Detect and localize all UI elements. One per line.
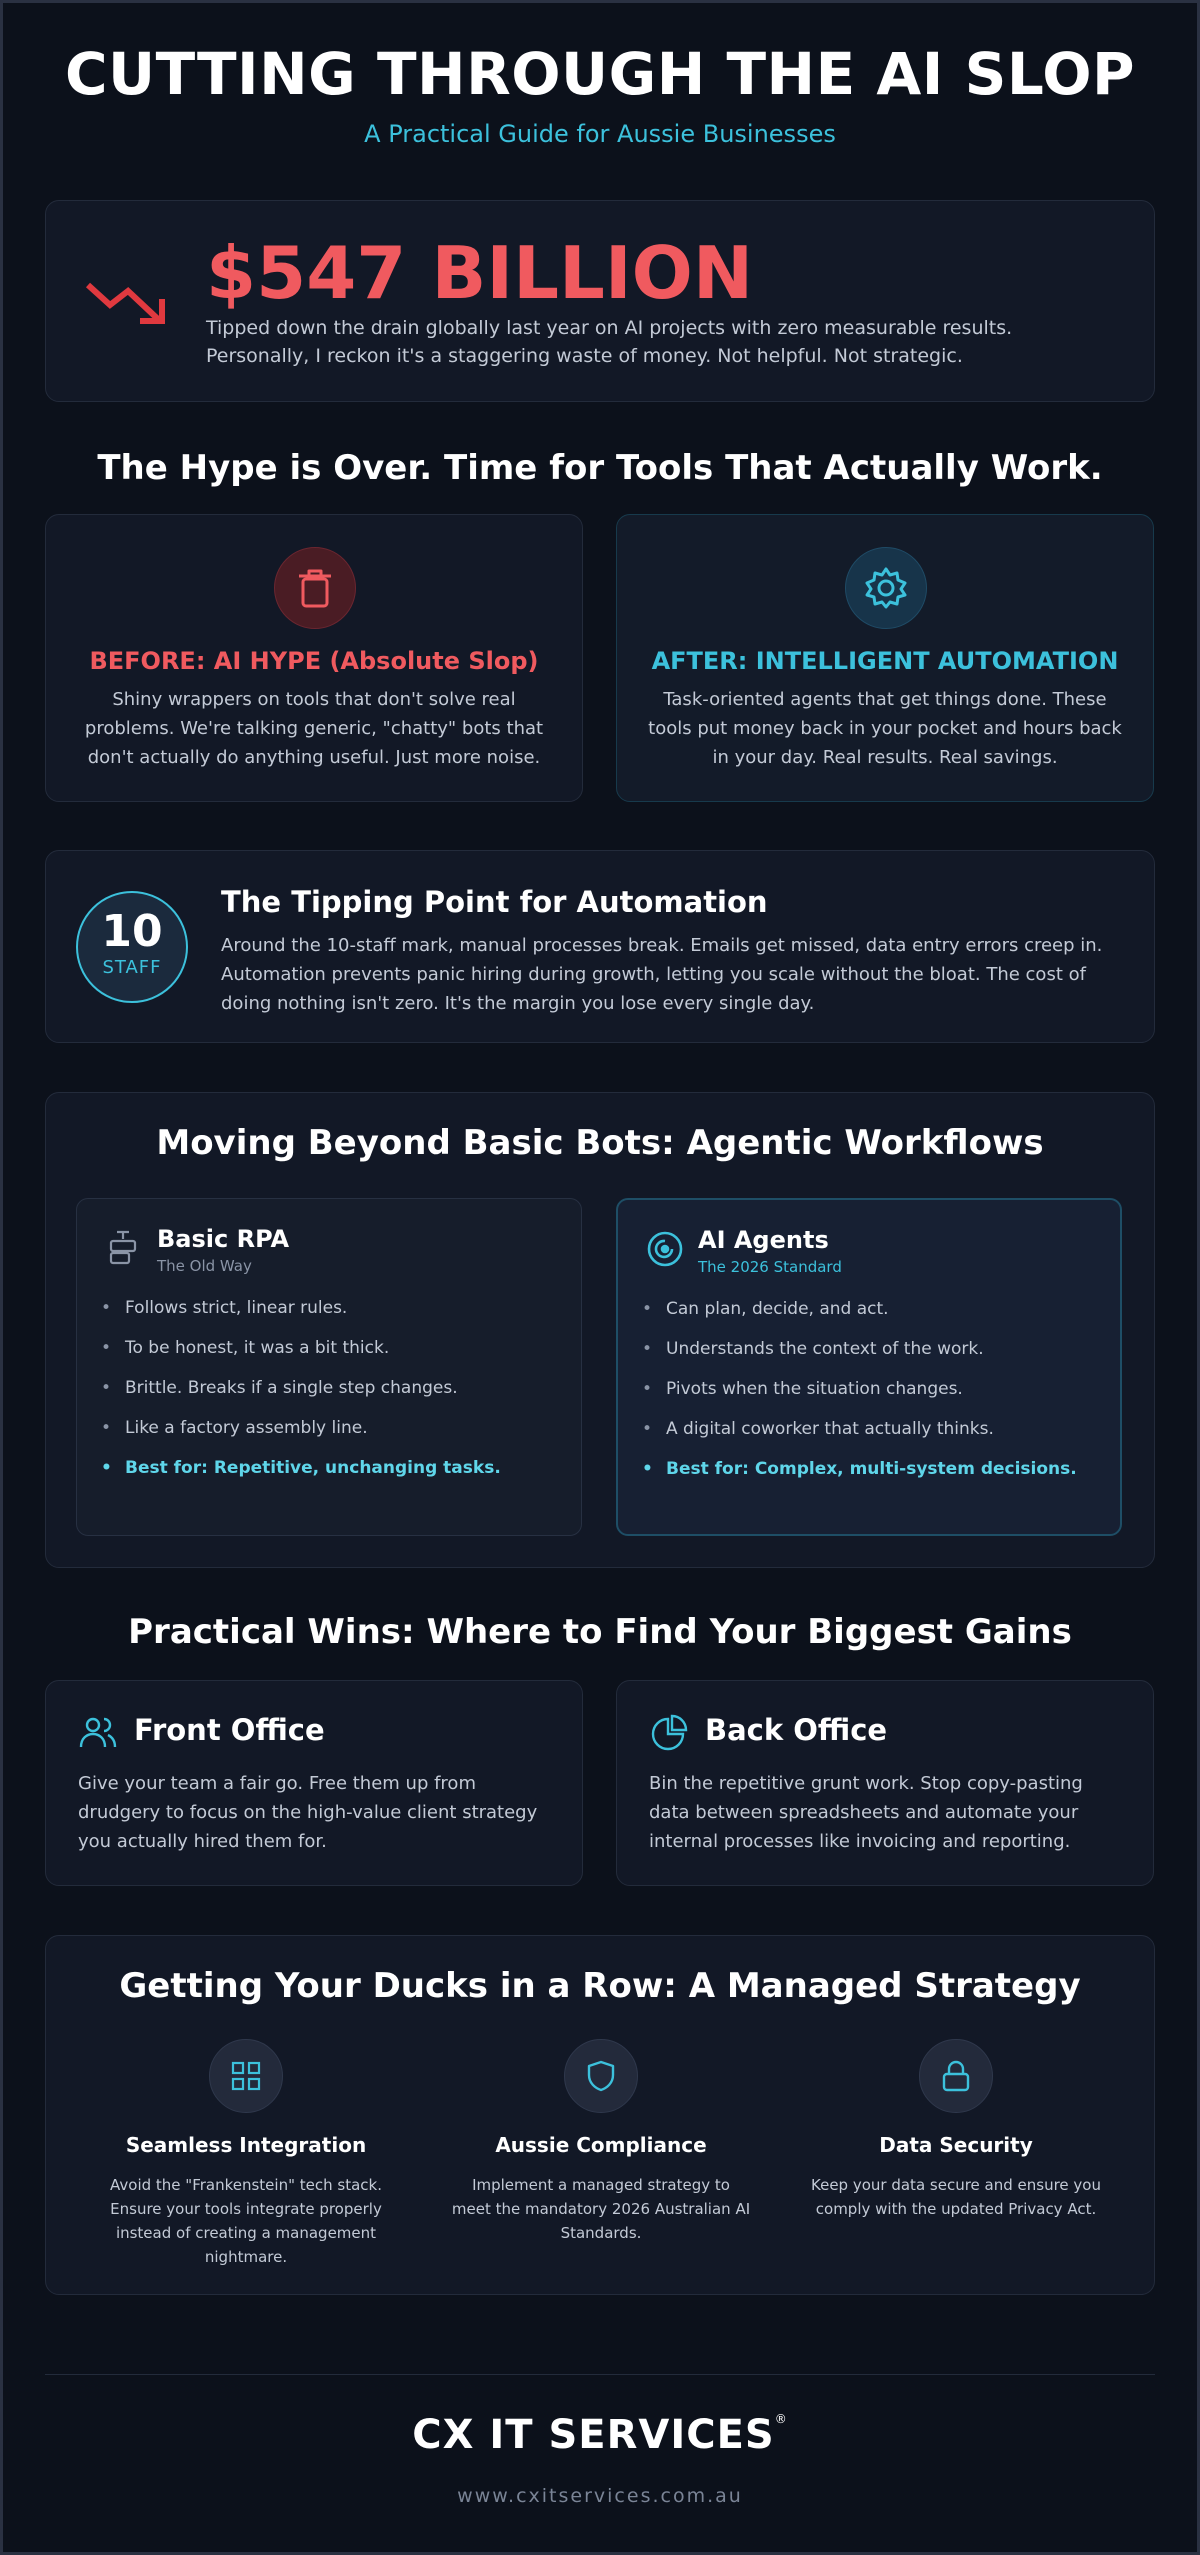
basic-rpa-best-for: • Best for: Repetitive, unchanging tasks. <box>101 1455 557 1481</box>
before-text: Shiny wrappers on tools that don't solve real problems. We're talking generic, "chatty" bots that don't actually do anything useful. Just more noise. <box>84 689 544 768</box>
ai-agents-list <box>642 1296 1096 1496</box>
hype-heading: The Hype is Over. Time for Tools That Actually Work. <box>97 448 1103 488</box>
staff-count-unit: STAFF <box>102 957 162 978</box>
tipping-point-title: The Tipping Point for Automation <box>221 885 768 919</box>
gear-icon-badge <box>845 547 927 629</box>
list-item: • To be honest, it was a bit thick. <box>101 1335 557 1361</box>
shield-icon <box>585 2059 617 2093</box>
page-title: CUTTING THROUGH THE AI SLOP <box>64 40 1136 108</box>
basic-rpa-list <box>101 1295 557 1495</box>
before-card <box>45 514 583 802</box>
ai-agent-icon <box>646 1230 684 1268</box>
ai-agents-card <box>616 1198 1122 1536</box>
trash-icon <box>295 567 335 609</box>
gear-icon <box>863 565 909 611</box>
grid-icon-badge <box>209 2039 283 2113</box>
front-office-title: Front Office <box>134 1713 325 1747</box>
back-office-card <box>616 1680 1154 1886</box>
before-title: BEFORE: AI HYPE (Absolute Slop) <box>89 647 539 675</box>
list-item: • A digital coworker that actually thinks. <box>642 1416 1096 1442</box>
trend-down-icon <box>84 271 174 331</box>
pillar-compliance-title: Aussie Compliance <box>495 2133 707 2157</box>
front-office-text: Give your team a fair go. Free them up from drudgery to focus on the high-value client strategy you actually hired them for. <box>78 1773 538 1852</box>
after-title: AFTER: INTELLIGENT AUTOMATION <box>651 647 1119 675</box>
pillar-compliance <box>431 2039 771 2245</box>
agentic-section <box>45 1092 1155 1568</box>
staff-count-number: 10 <box>101 906 163 957</box>
grid-icon <box>230 2060 262 2092</box>
list-item: • Like a factory assembly line. <box>101 1415 557 1441</box>
list-item: • Pivots when the situation changes. <box>642 1376 1096 1402</box>
hero-stat-description: Tipped down the drain globally last year on AI projects with zero measurable results. Personally, I reckon it's a staggering waste of money. Not helpful. Not strategic. <box>206 317 1013 367</box>
basic-rpa-card <box>76 1198 582 1536</box>
after-card <box>616 514 1154 802</box>
website-link[interactable]: www.cxitservices.com.au <box>457 2485 743 2507</box>
tipping-point-card <box>45 850 1155 1043</box>
basic-rpa-subtitle: The Old Way <box>157 1257 252 1275</box>
pillar-security <box>786 2039 1126 2221</box>
list-item: • Understands the context of the work. <box>642 1336 1096 1362</box>
list-item: • Follows strict, linear rules. <box>101 1295 557 1321</box>
users-icon <box>78 1713 118 1753</box>
pillar-security-text: Keep your data secure and ensure you comply with the updated Privacy Act. <box>811 2176 1101 2218</box>
list-item: • Brittle. Breaks if a single step changes. <box>101 1375 557 1401</box>
ai-agents-subtitle: The 2026 Standard <box>698 1258 842 1276</box>
shield-icon-badge <box>564 2039 638 2113</box>
basic-rpa-title: Basic RPA <box>157 1225 290 1253</box>
tipping-point-text: Around the 10-staff mark, manual processes break. Emails get missed, data entry errors creep in. Automation prevents panic hiring during growth, letting you scale without the bloat. The cost of doing nothing isn't zero. It's the margin you lose every single day. <box>221 935 1103 1014</box>
pie-chart-icon <box>649 1713 689 1753</box>
pillar-integration-title: Seamless Integration <box>125 2133 367 2157</box>
lock-icon-badge <box>919 2039 993 2113</box>
ai-agents-best-for: • Best for: Complex, multi-system decisions. <box>642 1456 1096 1482</box>
after-text: Task-oriented agents that get things done. These tools put money back in your pocket and hours back in your day. Real results. Real savings. <box>648 689 1122 768</box>
agentic-heading: Moving Beyond Basic Bots: Agentic Workflows <box>156 1123 1044 1163</box>
front-office-card <box>45 1680 583 1886</box>
company-logo-text: CX IT SERVICES <box>412 2412 775 2458</box>
registered-mark: ® <box>774 2412 788 2426</box>
trash-icon-badge <box>274 547 356 629</box>
pillar-compliance-text: Implement a managed strategy to meet the mandatory 2026 Australian AI Standards. <box>451 2176 751 2242</box>
back-office-title: Back Office <box>705 1713 888 1747</box>
pillar-integration <box>76 2039 416 2269</box>
ai-agents-title: AI Agents <box>698 1226 829 1254</box>
hero-stat-value: $547 BILLION <box>206 231 754 315</box>
page-subtitle: A Practical Guide for Aussie Businesses <box>364 120 836 148</box>
pillar-integration-text: Avoid the "Frankenstein" tech stack. Ensure your tools integrate properly instead of creating a management nightmare. <box>110 2176 382 2266</box>
strategy-section <box>45 1935 1155 2295</box>
hero-stat-card <box>45 200 1155 402</box>
list-item: • Can plan, decide, and act. <box>642 1296 1096 1322</box>
company-logo[interactable] <box>0 2412 1200 2458</box>
wins-heading: Practical Wins: Where to Find Your Biggest Gains <box>128 1612 1072 1652</box>
footer-divider <box>45 2374 1155 2375</box>
back-office-text: Bin the repetitive grunt work. Stop copy-pasting data between spreadsheets and automate your internal processes like invoicing and reporting. <box>649 1773 1083 1852</box>
robot-arm-icon <box>105 1229 143 1267</box>
staff-count-badge <box>76 891 188 1003</box>
strategy-heading: Getting Your Ducks in a Row: A Managed Strategy <box>119 1966 1081 2006</box>
pillar-security-title: Data Security <box>879 2133 1033 2157</box>
lock-icon <box>940 2059 972 2093</box>
